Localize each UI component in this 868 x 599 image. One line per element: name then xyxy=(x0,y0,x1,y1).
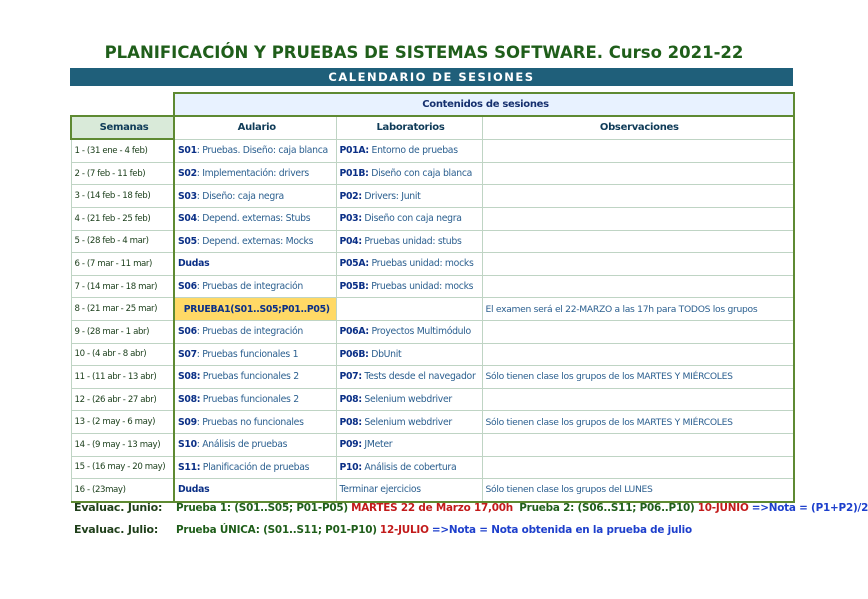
aulario-code: Dudas xyxy=(178,258,210,270)
week-cell: 6 - (7 mar - 11 mar) xyxy=(71,253,174,276)
aulario-desc: : Pruebas no funcionales xyxy=(196,416,304,428)
table-row xyxy=(71,388,794,411)
laboratorio-desc: DbUnit xyxy=(368,348,402,360)
header-semanas: Semanas xyxy=(71,116,174,140)
laboratorio-code: P03: xyxy=(339,213,362,225)
observaciones-cell: El examen será el 22-MARZO a las 17h para TODOS los grupos xyxy=(482,298,794,321)
laboratorio-cell xyxy=(336,411,482,434)
week-cell: 10 - (4 abr - 8 abr) xyxy=(71,343,174,366)
aulario-desc: Planificación de pruebas xyxy=(200,461,310,473)
laboratorio-desc: Diseño con caja blanca xyxy=(368,168,473,180)
aulario-cell xyxy=(174,433,336,456)
eval-julio-date: 12-JULIO xyxy=(379,524,429,536)
laboratorio-code: P08: xyxy=(339,416,362,428)
sessions-body xyxy=(71,139,794,502)
page-title: PLANIFICACIÓN Y PRUEBAS DE SISTEMAS SOFTWARE. Curso 2021-22 xyxy=(104,43,744,62)
laboratorio-desc: Selenium webdriver xyxy=(361,394,452,406)
week-cell: 3 - (14 feb - 18 feb) xyxy=(71,185,174,208)
laboratorio-desc: Drivers: Junit xyxy=(361,190,421,202)
observaciones-cell xyxy=(482,388,794,411)
aulario-desc: : Pruebas de integración xyxy=(196,281,304,293)
aulario-cell xyxy=(174,411,336,434)
laboratorio-desc: Pruebas unidad: mocks xyxy=(368,258,474,270)
eval-julio xyxy=(74,523,692,536)
observaciones-cell xyxy=(482,320,794,343)
table-row xyxy=(71,207,794,230)
laboratorio-cell xyxy=(336,388,482,411)
laboratorio-code: P10: xyxy=(339,461,362,473)
week-cell: 12 - (26 abr - 27 abr) xyxy=(71,388,174,411)
laboratorio-code: P06B: xyxy=(339,348,369,360)
header-contenidos: Contenidos de sesiones xyxy=(174,93,794,116)
eval-junio-formula: =>Nota = (P1+P2)/2 xyxy=(751,502,868,514)
table-row xyxy=(71,479,794,502)
week-cell: 5 - (28 feb - 4 mar) xyxy=(71,230,174,253)
laboratorio-code: P01B: xyxy=(339,168,369,180)
aulario-code: S03 xyxy=(178,190,197,202)
laboratorio-code: P09: xyxy=(339,439,362,451)
aulario-code: S05 xyxy=(178,235,197,247)
aulario-cell xyxy=(174,139,336,162)
aulario-code: S08: xyxy=(178,371,201,383)
table-row xyxy=(71,253,794,276)
header-observaciones: Observaciones xyxy=(482,116,794,140)
laboratorio-cell xyxy=(336,298,482,321)
header-laboratorios: Laboratorios xyxy=(336,116,482,140)
week-cell: 9 - (28 mar - 1 abr) xyxy=(71,320,174,343)
laboratorio-desc: Terminar ejercicios xyxy=(339,484,421,496)
aulario-code: S02 xyxy=(178,168,197,180)
aulario-desc: : Análisis de pruebas xyxy=(196,439,288,451)
table-row xyxy=(71,366,794,389)
table-row xyxy=(71,456,794,479)
observaciones-cell: Sólo tienen clase los grupos de los MARTES Y MIÉRCOLES xyxy=(482,411,794,434)
table-row xyxy=(71,343,794,366)
laboratorio-cell xyxy=(336,162,482,185)
table-row xyxy=(71,185,794,208)
aulario-code: S01 xyxy=(178,145,197,157)
eval-julio-p: Prueba ÚNICA: (S01..S11; P01-P10) xyxy=(176,524,377,536)
table-row xyxy=(71,320,794,343)
observaciones-cell xyxy=(482,275,794,298)
aulario-code: S07 xyxy=(178,348,197,360)
laboratorio-desc: JMeter xyxy=(361,439,393,451)
aulario-cell xyxy=(174,230,336,253)
table-row xyxy=(71,411,794,434)
laboratorio-code: P08: xyxy=(339,394,362,406)
laboratorio-cell xyxy=(336,479,482,502)
aulario-desc: : Diseño: caja negra xyxy=(196,190,284,202)
week-cell: 1 - (31 ene - 4 feb) xyxy=(71,139,174,162)
laboratorio-code: P05B: xyxy=(339,281,369,293)
eval-julio-formula: =>Nota = Nota obtenida en la prueba de julio xyxy=(431,524,692,536)
laboratorio-cell xyxy=(336,275,482,298)
aulario-code: S04 xyxy=(178,213,197,225)
observaciones-cell xyxy=(482,253,794,276)
laboratorio-cell xyxy=(336,207,482,230)
laboratorio-code: P07: xyxy=(339,371,362,383)
aulario-code: S09 xyxy=(178,416,197,428)
laboratorio-desc: Pruebas unidad: stubs xyxy=(361,235,462,247)
observaciones-cell xyxy=(482,456,794,479)
aulario-cell xyxy=(174,343,336,366)
laboratorio-cell xyxy=(336,343,482,366)
aulario-cell xyxy=(174,253,336,276)
aulario-cell: PRUEBA1(S01..S05;P01..P05) xyxy=(174,298,336,321)
aulario-cell xyxy=(174,366,336,389)
aulario-desc: : Depend. externas: Stubs xyxy=(196,213,311,225)
eval-junio-p1: Prueba 1: (S01..S05; P01-P05) xyxy=(176,502,348,514)
eval-junio xyxy=(74,501,868,514)
laboratorio-code: P06A: xyxy=(339,326,369,338)
laboratorio-desc: Diseño con caja negra xyxy=(361,213,462,225)
aulario-code: S06 xyxy=(178,281,197,293)
aulario-cell xyxy=(174,388,336,411)
week-cell: 4 - (21 feb - 25 feb) xyxy=(71,207,174,230)
sessions-table xyxy=(70,92,795,503)
observaciones-cell xyxy=(482,162,794,185)
aulario-desc: Pruebas funcionales 2 xyxy=(200,371,299,383)
table-row xyxy=(71,162,794,185)
week-cell: 16 - (23may) xyxy=(71,479,174,502)
laboratorio-cell xyxy=(336,320,482,343)
laboratorio-cell xyxy=(336,230,482,253)
aulario-cell xyxy=(174,162,336,185)
observaciones-cell: Sólo tienen clase los grupos de los MARTES Y MIÉRCOLES xyxy=(482,366,794,389)
eval-junio-p2: Prueba 2: (S06..S11; P06..P10) xyxy=(519,502,695,514)
aulario-cell xyxy=(174,207,336,230)
laboratorio-cell xyxy=(336,139,482,162)
observaciones-cell xyxy=(482,139,794,162)
eval-junio-label: Evaluac. Junio: xyxy=(74,501,163,514)
table-row xyxy=(71,139,794,162)
eval-julio-label: Evaluac. Julio: xyxy=(74,523,159,536)
table-row xyxy=(71,275,794,298)
observaciones-cell: Sólo tienen clase los grupos del LUNES xyxy=(482,479,794,502)
laboratorio-cell xyxy=(336,253,482,276)
week-cell: 13 - (2 may - 6 may) xyxy=(71,411,174,434)
laboratorio-cell xyxy=(336,456,482,479)
observaciones-cell xyxy=(482,185,794,208)
aulario-desc: Pruebas funcionales 2 xyxy=(200,394,299,406)
laboratorio-code: P04: xyxy=(339,235,362,247)
header-aulario: Aulario xyxy=(174,116,336,140)
observaciones-cell xyxy=(482,230,794,253)
laboratorio-desc: Análisis de cobertura xyxy=(361,461,457,473)
eval-junio-p2-date: 10-JUNIO xyxy=(697,502,749,514)
aulario-cell xyxy=(174,185,336,208)
aulario-desc: : Implementación: drivers xyxy=(196,168,309,180)
observaciones-cell xyxy=(482,433,794,456)
aulario-cell xyxy=(174,479,336,502)
laboratorio-desc: Selenium webdriver xyxy=(361,416,452,428)
aulario-desc: : Depend. externas: Mocks xyxy=(196,235,314,247)
table-row xyxy=(71,433,794,456)
laboratorio-cell xyxy=(336,366,482,389)
laboratorio-desc: Proyectos Multimódulo xyxy=(368,326,471,338)
laboratorio-code: P02: xyxy=(339,190,362,202)
laboratorio-cell xyxy=(336,185,482,208)
observaciones-cell xyxy=(482,343,794,366)
laboratorio-desc: Entorno de pruebas xyxy=(368,145,458,157)
table-row xyxy=(71,230,794,253)
aulario-desc: : Pruebas funcionales 1 xyxy=(196,348,299,360)
week-cell: 8 - (21 mar - 25 mar) xyxy=(71,298,174,321)
laboratorio-desc: Tests desde el navegador xyxy=(361,371,476,383)
week-cell: 14 - (9 may - 13 may) xyxy=(71,433,174,456)
aulario-cell xyxy=(174,275,336,298)
aulario-code: S08: xyxy=(178,394,201,406)
week-cell: 15 - (16 may - 20 may) xyxy=(71,456,174,479)
eval-junio-p1-date: MARTES 22 de Marzo 17,00h xyxy=(351,502,514,514)
observaciones-cell xyxy=(482,207,794,230)
aulario-cell xyxy=(174,320,336,343)
aulario-desc: : Pruebas de integración xyxy=(196,326,304,338)
aulario-code: S06 xyxy=(178,326,197,338)
laboratorio-desc: Pruebas unidad: mocks xyxy=(368,281,474,293)
aulario-code: S10 xyxy=(178,439,197,451)
week-cell: 2 - (7 feb - 11 feb) xyxy=(71,162,174,185)
aulario-cell xyxy=(174,456,336,479)
aulario-code: S11: xyxy=(178,461,201,473)
aulario-code: Dudas xyxy=(178,484,210,496)
laboratorio-cell xyxy=(336,433,482,456)
table-row xyxy=(71,298,794,321)
aulario-desc: : Pruebas. Diseño: caja blanca xyxy=(196,145,328,157)
laboratorio-code: P05A: xyxy=(339,258,369,270)
calendar-banner: CALENDARIO DE SESIONES xyxy=(70,68,793,86)
laboratorio-code: P01A: xyxy=(339,145,369,157)
week-cell: 11 - (11 abr - 13 abr) xyxy=(71,366,174,389)
header-corner xyxy=(71,93,174,116)
week-cell: 7 - (14 mar - 18 mar) xyxy=(71,275,174,298)
